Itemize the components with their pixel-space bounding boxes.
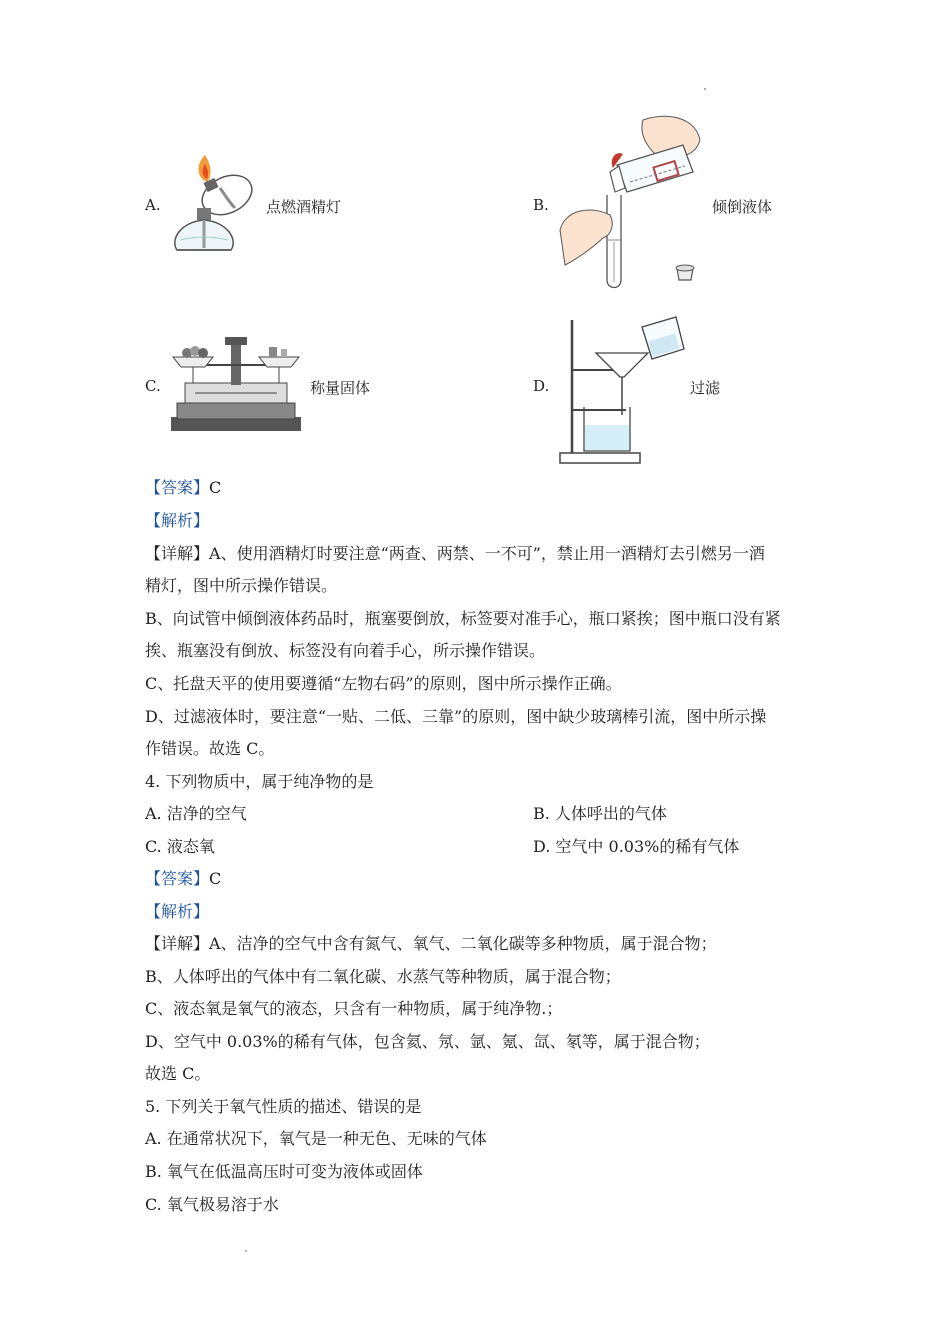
q4-stem: 4. 下列物质中，属于纯净物的是 [145,772,374,791]
q3-answer [145,477,221,499]
q4-detail-line: D、空气中 0.03%的稀有气体，包含氦、氖、氩、氪、氙、氡等，属于混合物； [145,1032,710,1051]
q3-detail-line: 挨、瓶塞没有倒放、标签没有向着手心，所示操作错误。 [145,641,546,660]
q4-analysis-tag: 【解析】 [145,902,210,921]
alcohol-lamp-illustration [165,150,265,265]
option-c-caption: 称量固体 [310,379,371,397]
detail-tag: 【详解】 [145,934,210,953]
q4-detail-line: B、人体呼出的气体中有二氧化碳、水蒸气等种物质，属于混合物； [145,967,621,986]
answer-value: C [209,478,222,497]
option-b-caption: 倾倒液体 [712,198,773,216]
answer-value: C [209,869,222,888]
q3-detail-line: B、向试管中倾倒液体药品时，瓶塞要倒放，标签要对准手心，瓶口紧挨；图中瓶口没有紧 [145,609,781,628]
option-a-caption: 点燃酒精灯 [266,198,342,216]
q4-detail-line: 故选 C。 [145,1064,211,1083]
option-a-letter: A. [145,196,161,214]
q3-detail-line: D、过滤液体时，要注意“一贴、二低、三靠”的原则，图中缺少玻璃棒引流，图中所示操 [145,707,767,726]
q3-analysis-tag: 【解析】 [145,511,210,530]
stray-dot [245,1250,247,1252]
q4-detail-line [145,933,717,955]
q4-option-a: A. 洁净的空气 [145,804,247,823]
option-c-letter: C. [145,377,161,395]
stray-dot [704,88,706,90]
q4-option-d: D. 空气中 0.03%的稀有气体 [533,837,740,856]
q5-option-b: B. 氧气在低温高压时可变为液体或固体 [145,1162,423,1181]
q4-option-c: C. 液态氧 [145,837,215,856]
q4-option-b: B. 人体呼出的气体 [533,804,667,823]
detail-tag: 【详解】 [145,544,210,563]
option-b-letter: B. [533,196,549,214]
q3-detail-line: 作错误。故选 C。 [145,739,275,758]
q3-detail-line: 精灯，图中所示操作错误。 [145,576,338,595]
q3-detail-line: C、托盘天平的使用要遵循“左物右码”的原则，图中所示操作正确。 [145,674,622,693]
filtration-illustration [558,315,688,465]
option-d-caption: 过滤 [690,379,721,397]
q5-option-c: C. 氧气极易溶于水 [145,1195,279,1214]
detail-text: A、使用酒精灯时要注意“两查、两禁、一不可”，禁止用一酒精灯去引燃另一酒 [209,544,765,563]
q4-detail-line: C、液态氧是氧气的液态，只含有一种物质，属于纯净物.； [145,999,563,1018]
detail-text: A、洁净的空气中含有氮气、氧气、二氧化碳等多种物质，属于混合物； [209,934,717,953]
pouring-liquid-illustration [555,110,705,295]
q5-stem: 5. 下列关于氧气性质的描述、错误的是 [145,1097,422,1116]
q5-option-a: A. 在通常状况下，氧气是一种无色、无味的气体 [145,1129,487,1148]
answer-tag: 【答案】 [145,869,210,888]
answer-tag: 【答案】 [145,478,210,497]
q4-answer [145,868,221,890]
option-d-letter: D. [533,377,550,395]
balance-illustration [165,335,305,435]
q3-detail-line [145,543,765,565]
